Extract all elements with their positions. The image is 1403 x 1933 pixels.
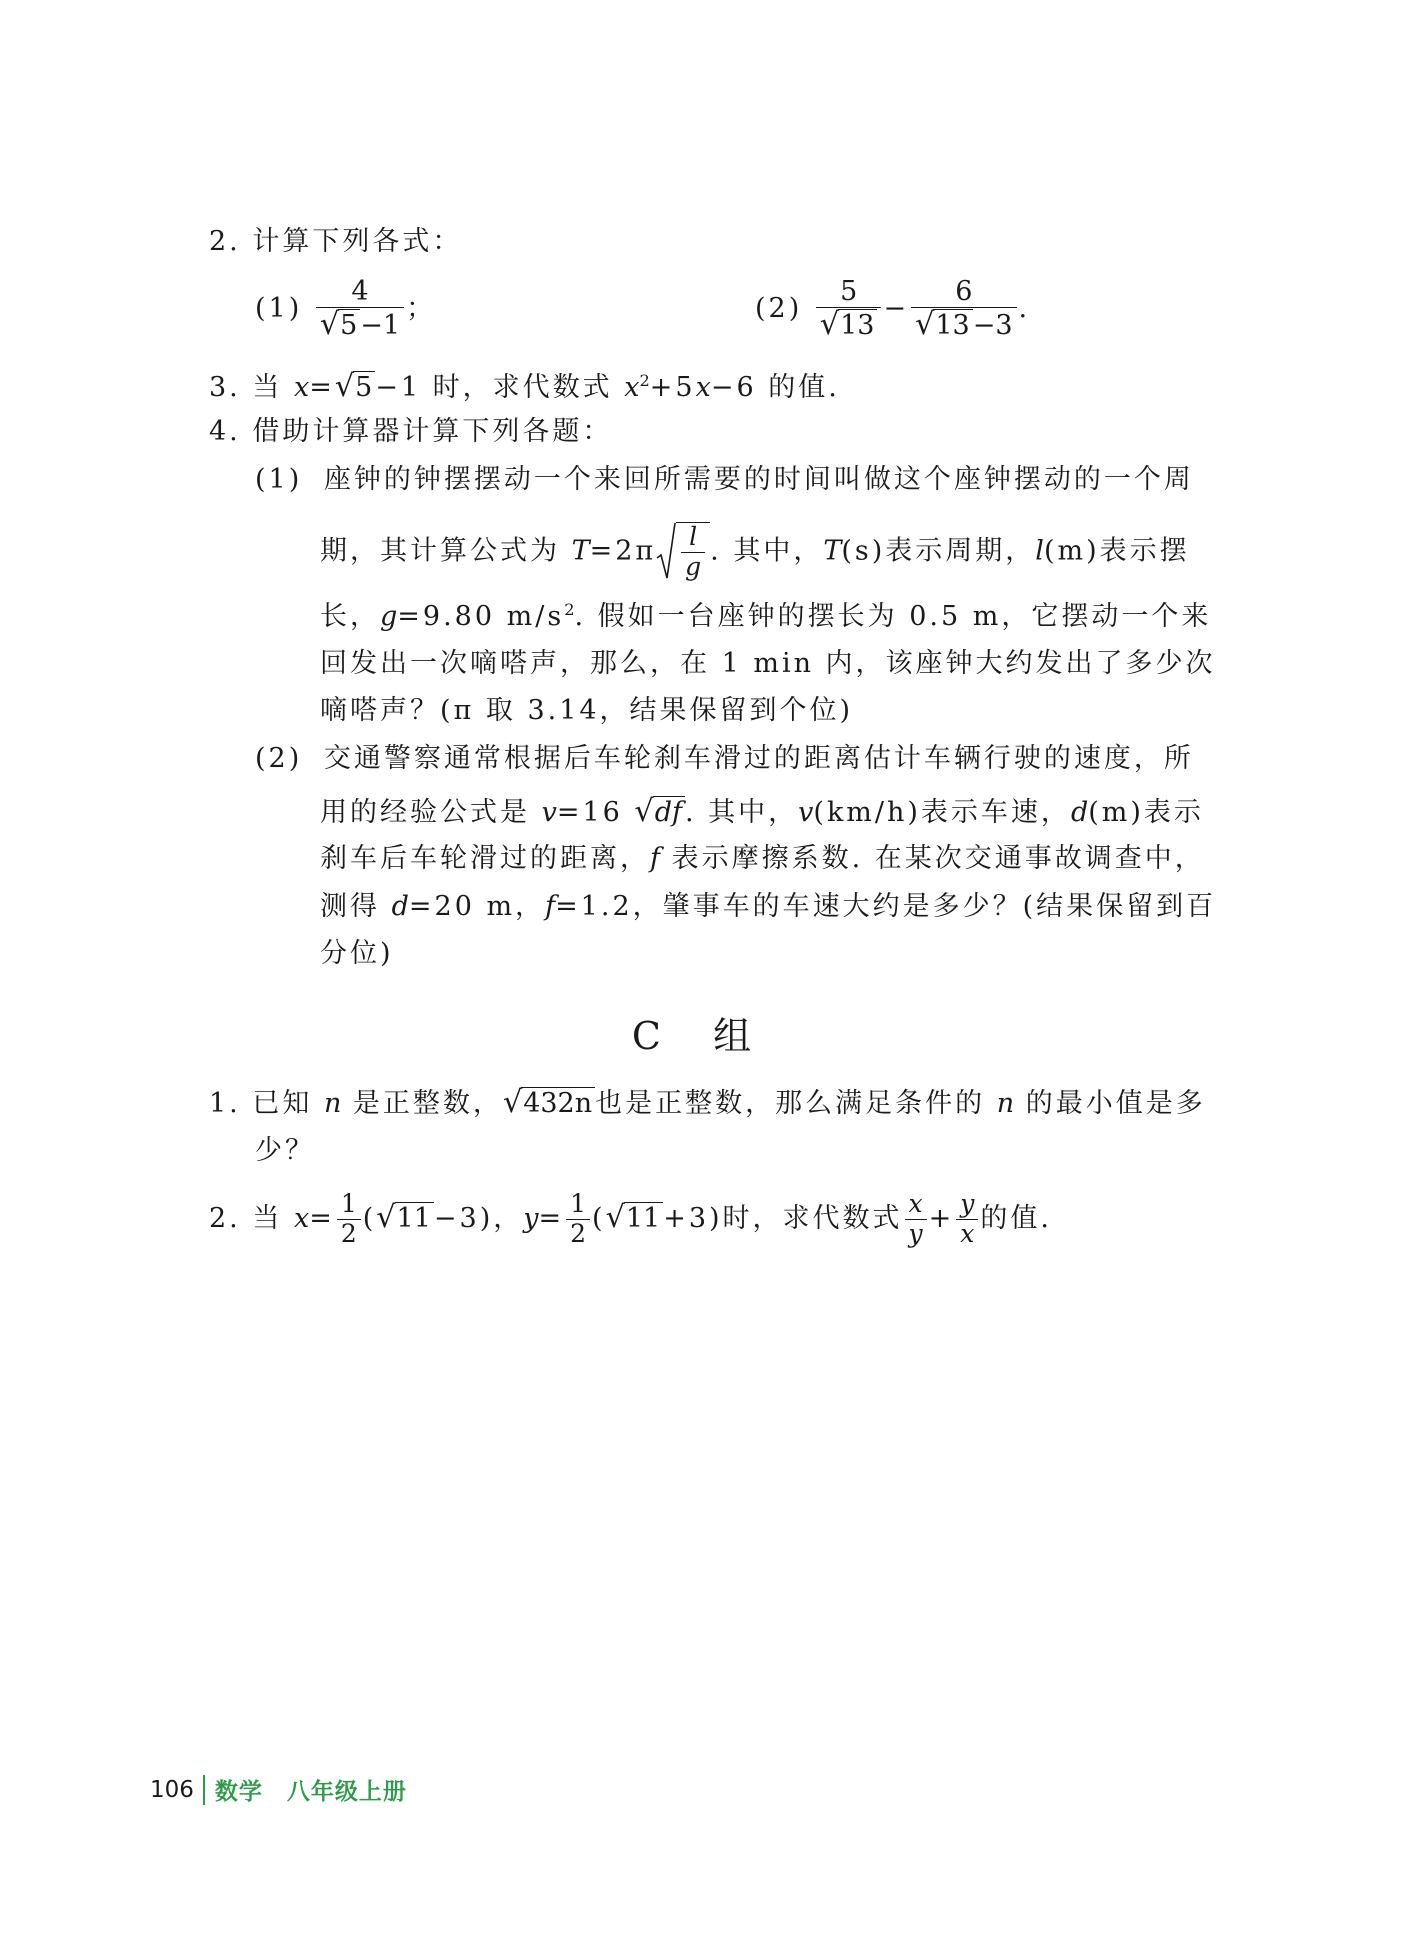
part-label: (2) — [255, 743, 303, 774]
section-title-group-c: C 组 — [631, 1014, 772, 1058]
problem-text: 计算下列各式： — [252, 226, 463, 257]
problem-4-part-1-line-1: (1) 座钟的钟摆摆动一个来回所需要的时间叫做这个座钟摆动的一个周 — [255, 464, 1194, 495]
problem-number: 2. — [209, 1202, 241, 1234]
fraction: $\frac{1}{2}$ — [566, 1190, 590, 1249]
problem-4-part-2-line-3: 刹车后车轮滑过的距离，f 表示摩擦系数. 在某次交通事故调查中， — [320, 843, 1205, 874]
fraction-denominator: √5 −1 — [319, 307, 401, 343]
group-c-problem-2: 2. 当 x= $\frac{1}{2}$ (√11 −3)，y= $\frac{1}{2}$ (√11 +3)时，求代数式 $\frac{x}{y}$ + $\frac{y}{x}$ 的值. — [209, 1189, 1053, 1248]
problem-4-part-2-line-4: 测得 d=20 m，f=1.2，肇事车的车速大约是多少？(结果保留到百 — [320, 891, 1217, 922]
problem-number: 2. — [209, 226, 241, 257]
fraction-denominator: √13 −3 — [915, 307, 1013, 343]
punctuation: . — [1018, 292, 1031, 324]
problem-3: 3. 当 x=√5 −1 时，求代数式 $x^2+5x-6$ 的值. — [209, 369, 840, 404]
group-c-problem-1-line-1: 1. 已知 n 是正整数，√432n 也是正整数，那么满足条件的 n 的最小值是多 — [209, 1085, 1206, 1120]
page-number: 106 — [150, 1776, 194, 1803]
page-footer — [150, 1773, 407, 1806]
problem-number: 1. — [209, 1088, 241, 1119]
square-root: √5 — [320, 308, 360, 343]
punctuation: ； — [406, 292, 437, 324]
problem-4-heading — [209, 418, 612, 445]
part-label: (2) — [755, 292, 803, 324]
fraction: $\frac{l}{g}$ — [681, 523, 705, 582]
square-root: √df — [634, 797, 685, 827]
operator: − — [883, 292, 910, 324]
footer-divider — [203, 1775, 205, 1805]
problem-4-part-2-line-5: 分位) — [320, 938, 394, 969]
problem-2-part-2 — [755, 276, 1030, 343]
fraction: $\frac{y}{x}$ — [956, 1190, 978, 1249]
fraction — [316, 276, 404, 343]
problem-4-part-2-line-2: 用的经验公式是 v=16 √df . 其中，v(km/h)表示车速，d(m)表示 — [320, 794, 1204, 829]
fraction-numerator: 4 — [316, 276, 404, 308]
problem-2-heading — [209, 228, 462, 255]
problem-number: 3. — [209, 372, 241, 403]
square-root — [656, 522, 710, 582]
fraction — [911, 276, 1016, 343]
fraction-denominator: √13 — [816, 308, 882, 343]
part-label: (1) — [255, 464, 303, 495]
fraction-numerator: 6 — [911, 276, 1016, 308]
part-label: (1) — [255, 292, 303, 324]
group-c-problem-1-line-2: 少？ — [255, 1135, 315, 1166]
fraction: $\frac{x}{y}$ — [905, 1190, 927, 1249]
problem-4-part-1-line-5: 嘀嗒声？(π 取 3.14，结果保留到个位) — [320, 695, 854, 726]
book-title: 数学 八年级上册 — [214, 1779, 407, 1805]
problem-text: 借助计算器计算下列各题： — [252, 416, 613, 447]
problem-4-part-1-line-3: 长，g=9.80 $m/s^2$. 假如一台座钟的摆长为 0.5 m，它摆动一个来 — [320, 600, 1212, 632]
fraction-numerator: 5 — [816, 276, 882, 308]
radical-sign — [656, 522, 676, 582]
problem-4-part-2-line-1: (2) 交通警察通常根据后车轮刹车滑过的距离估计车辆行驶的速度，所 — [255, 743, 1194, 774]
problem-4-part-1-line-4: 回发出一次嘀嗒声，那么，在 1 min 内，该座钟大约发出了多少次 — [320, 648, 1216, 679]
fraction — [816, 276, 882, 343]
fraction: $\frac{1}{2}$ — [337, 1190, 361, 1249]
problem-number: 4. — [209, 416, 241, 447]
problem-2-part-1 — [255, 276, 436, 343]
square-root: √11 — [376, 1203, 434, 1233]
problem-4-part-1-line-2: 期，其计算公式为 T=2π $\frac{l}{g}$ . 其中，T(s)表示周期，l(m)表示摆 — [320, 522, 1190, 581]
square-root: √432n — [503, 1088, 595, 1118]
square-root: √5 — [335, 372, 375, 402]
square-root: √11 — [606, 1203, 664, 1233]
